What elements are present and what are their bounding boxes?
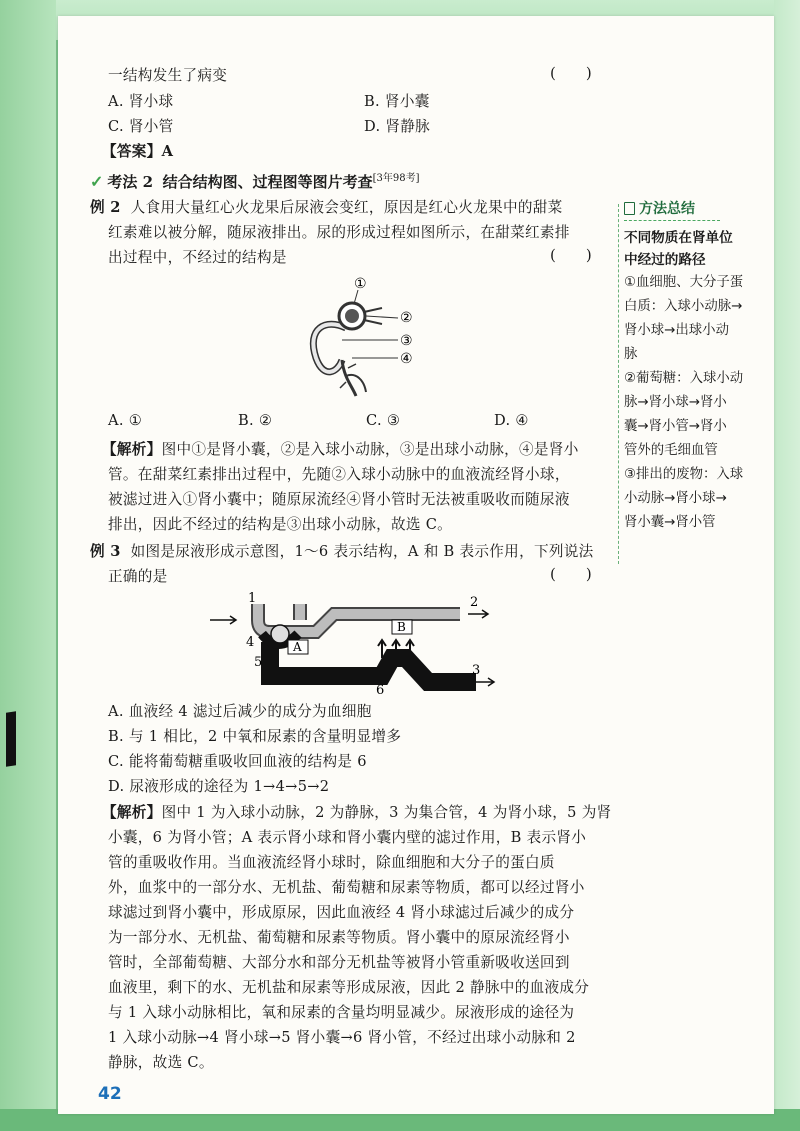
ex3-fig-label-3: 3 [472,663,481,678]
ex3-analysis-line-1: 【解析】图中 1 为入球小动脉，2 为静脉，3 为集合管，4 为肾小球，5 为肾 [102,804,612,821]
ex3-analysis-line-4: 外，血浆中的一部分水、无机盐、葡萄糖和尿素等物质，都可以经过肾小 [108,879,585,896]
ex2-analysis-line-3: 被滤过进入①肾小囊中；随原尿流经④肾小管时无法被重吸收而随尿液 [108,491,570,508]
ex2-option-d: D. ④ [494,412,529,429]
ex3-paren: ( ) [550,565,592,583]
frame-left [0,0,56,1131]
checkmark-icon: ✓ [90,172,104,191]
urine-formation-figure [206,586,496,696]
ex3-fig-label-2: 2 [470,595,479,610]
prev-paren: ( ) [550,64,592,82]
ex2-fig-label-3: ③ [400,333,413,349]
ex3-analysis-line-10: 1 入球小动脉→4 肾小球→5 肾小囊→6 肾小管，不经过出球小动脉和 2 [108,1029,576,1046]
sidebar-item-1: ①血细胞、大分子蛋 白质：入球小动脉→ 肾小球→出球小动 脉 [624,275,744,362]
ex3-analysis-line-7: 管时，全部葡萄糖、大部分水和部分无机盐等被肾小管重新吸收送回到 [108,954,570,971]
sidebar-divider [618,204,619,564]
ex3-fig-label-a: A [293,640,302,654]
ex3-analysis-line-11: 静脉，故选 C。 [108,1054,214,1071]
book-page [58,16,774,1114]
ex2-line-2: 红素难以被分解，随尿液排出。尿的形成过程如图所示，在甜菜红素排 [108,224,570,241]
ex2-fig-label-2: ② [400,310,413,326]
ex2-option-a: A. ① [108,412,143,429]
glomerulus-shape [345,309,359,323]
ex2-line-3: 出过程中，不经过的结构是 [108,249,287,266]
section-heading: ✓ 考法 2 结合结构图、过程图等图片考查[3年98考] [90,172,420,191]
ex3-option-a: A. 血液经 4 滤过后减少的成分为血细胞 [108,703,372,720]
page-number: 42 [98,1084,122,1104]
ex2-line-1: 例 2 人食用大量红心火龙果后尿液会变红，原因是红心火龙果中的甜菜 [90,199,563,216]
ex3-analysis-line-8: 血液里，剩下的水、无机盐和尿素等形成尿液，因此 2 静脉中的血液成分 [108,979,590,996]
prev-option-a: A. 肾小球 [108,93,174,110]
sidebar-subtitle: 不同物质在肾单位 中经过的路径 [624,230,733,268]
book-icon [624,202,635,215]
ex2-fig-label-4: ④ [400,351,413,367]
ex3-option-d: D. 尿液形成的途径为 1→4→5→2 [108,778,330,795]
ex2-fig-label-1: ① [354,276,367,292]
ex3-analysis-line-3: 管的重吸收作用。当血液流经肾小球时，除血细胞和大分子的蛋白质 [108,854,555,871]
ex3-line-2: 正确的是 [108,568,168,585]
ex3-fig-label-b: B [397,620,406,634]
ex3-option-b: B. 与 1 相比，2 中氧和尿素的含量明显增多 [108,728,402,745]
glomerulus-shape [271,625,289,643]
ex3-fig-label-1: 1 [248,591,257,606]
ex3-option-c: C. 能将葡萄糖重吸收回血液的结构是 6 [108,753,367,770]
prev-stem-tail: 一结构发生了病变 [108,67,228,84]
ex2-paren: ( ) [550,246,592,264]
ex2-analysis-line-1: 【解析】图中①是肾小囊，②是入球小动脉，③是出球小动脉，④是肾小 [102,441,579,458]
ex2-option-b: B. ② [238,412,273,429]
ex2-analysis-line-2: 管。在甜菜红素排出过程中，先随②入球小动脉中的血液流经肾小球， [108,466,570,483]
ex3-analysis-line-9: 与 1 入球小动脉相比，氧和尿素的含量均明显减少。尿液形成的途径为 [108,1004,575,1021]
ex2-option-c: C. ③ [366,412,401,429]
ex2-analysis-line-4: 排出，因此不经过的结构是③出球小动脉，故选 C。 [108,516,453,533]
ex3-analysis-line-6: 为一部分水、无机盐、葡萄糖和尿素等物质。肾小囊中的原尿流经肾小 [108,929,570,946]
prev-option-d: D. 肾静脉 [364,118,431,135]
frame-right [774,0,800,1131]
method-summary-sidebar [624,198,760,535]
ex3-line-1: 例 3 如图是尿液形成示意图，1～6 表示结构，A 和 B 表示作用，下列说法 [90,543,594,560]
prev-option-b: B. 肾小囊 [364,93,430,110]
ex3-fig-label-6: 6 [376,683,385,696]
ex3-fig-label-5: 5 [254,655,263,670]
ex3-analysis-line-2: 小囊，6 为肾小管；A 表示肾小球和肾小囊内壁的滤过作用，B 表示肾小 [108,829,587,846]
ex3-analysis-line-5: 球滤过到肾小囊中，形成原尿，因此血液经 4 肾小球滤过后减少的成分 [108,904,575,921]
nephron-figure [286,268,426,408]
sidebar-item-3: ③排出的废物：入球 小动脉→肾小球→ 肾小囊→肾小管 [624,467,744,530]
sidebar-title: 方法总结 [624,198,720,221]
ex3-fig-label-4: 4 [246,635,255,650]
prev-answer: 【答案】A [102,143,174,160]
prev-option-c: C. 肾小管 [108,118,174,135]
sidebar-item-2: ②葡萄糖：入球小动 脉→肾小球→肾小 囊→肾小管→肾小 管外的毛细血管 [624,371,744,458]
page-edge-mark [6,711,16,766]
